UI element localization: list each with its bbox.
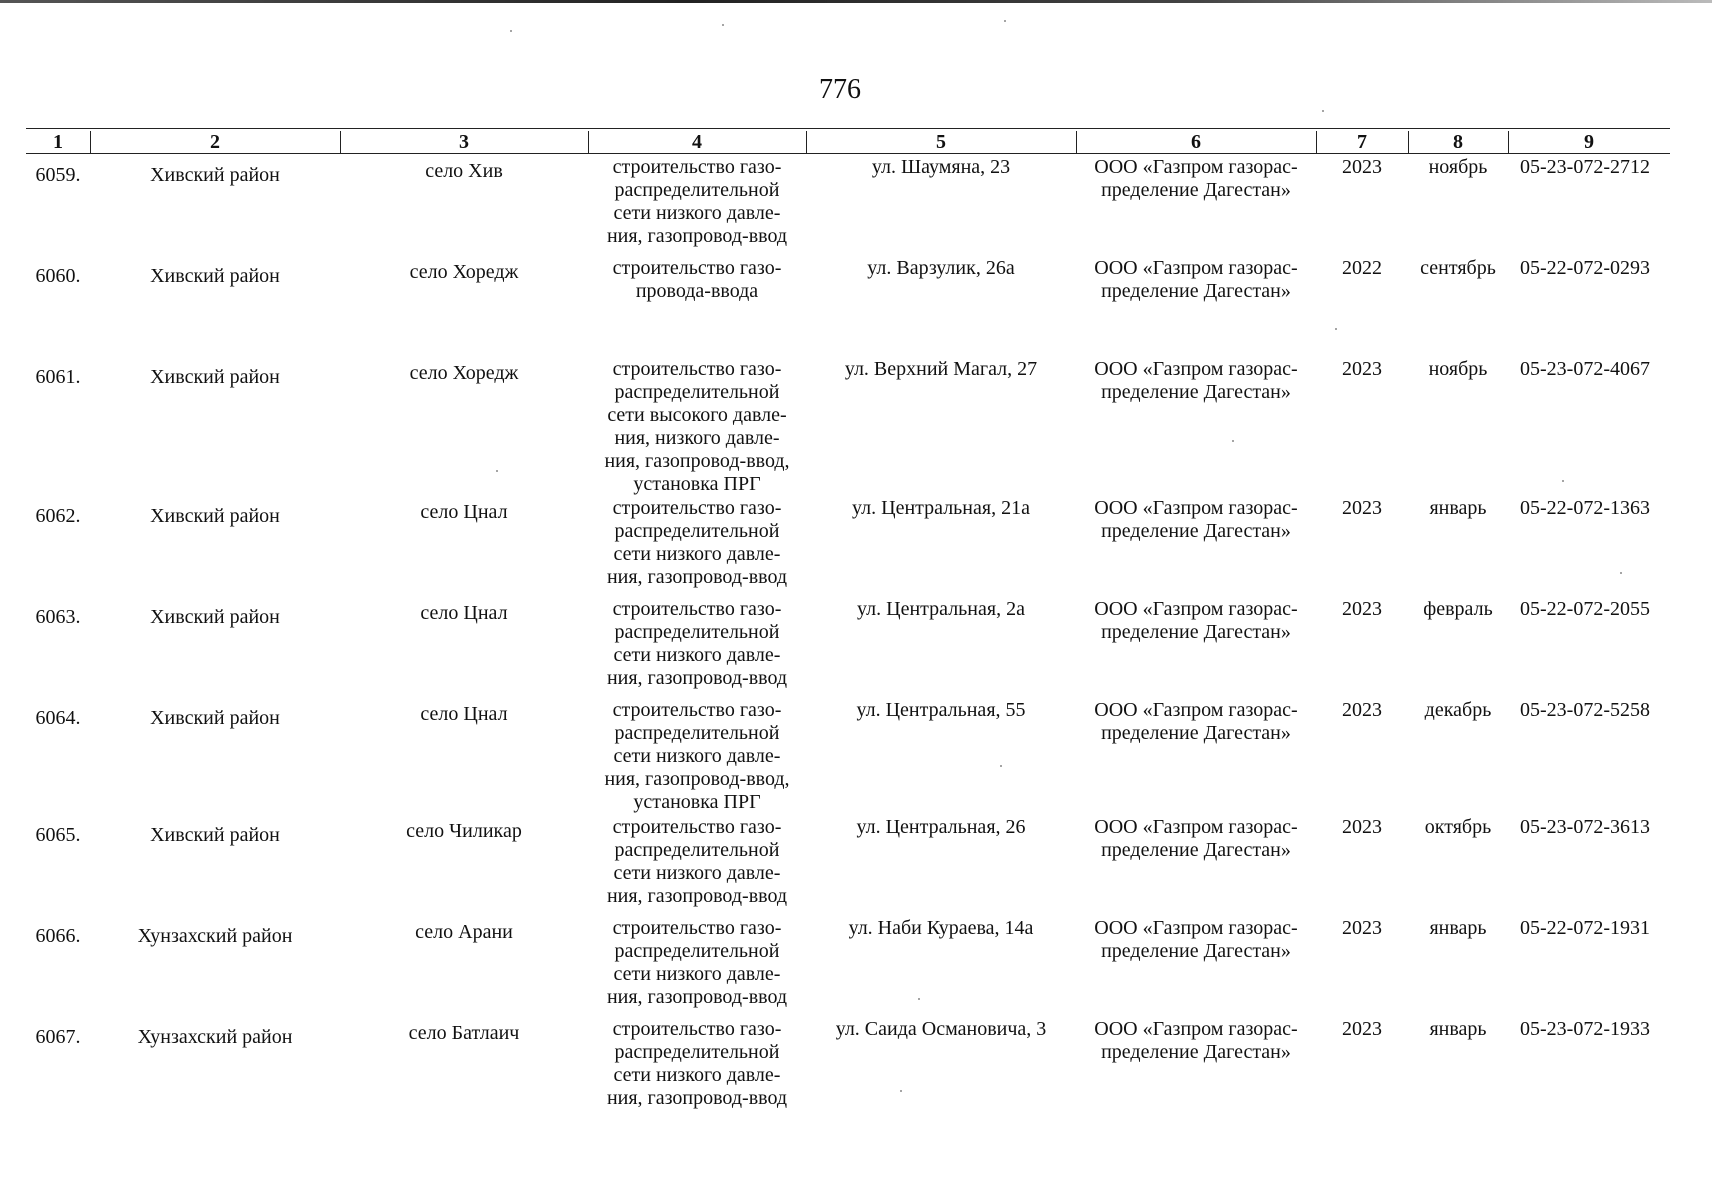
code-cell: 05-23-072-4067 — [1520, 358, 1650, 380]
address-cell: ул. Наби Кураева, 14а — [848, 917, 1034, 939]
year-cell: 2023 — [1342, 917, 1382, 939]
row-number: 6061. — [35, 366, 81, 388]
year-cell: 2023 — [1342, 1018, 1382, 1040]
row-number: 6066. — [35, 925, 81, 947]
column-header-2: 2 — [210, 131, 220, 153]
work-description-cell: строительство газо- распределительной сети низкого давле- ния, газопровод-ввод, установка ПРГ — [604, 699, 790, 813]
work-description-cell: строительство газо- распределительной сети низкого давле- ния, газопровод-ввод — [606, 1018, 788, 1109]
scan-speck — [510, 30, 512, 32]
month-cell: январь — [1429, 917, 1487, 939]
work-description-cell: строительство газо- распределительной сети низкого давле- ния, газопровод-ввод — [606, 816, 788, 907]
column-header-7: 7 — [1357, 131, 1367, 153]
year-cell: 2023 — [1342, 358, 1382, 380]
organization-cell: ООО «Газпром газорас- пределение Дагестан» — [1094, 598, 1298, 643]
address-cell: ул. Центральная, 55 — [856, 699, 1026, 721]
code-cell: 05-23-072-2712 — [1520, 156, 1650, 178]
village-cell: село Цнал — [420, 501, 508, 523]
header-bottom-rule — [26, 153, 1670, 154]
month-cell: декабрь — [1424, 699, 1492, 721]
work-description-cell: строительство газо- распределительной сети низкого давле- ния, газопровод-ввод — [606, 598, 788, 689]
code-cell: 05-23-072-1933 — [1520, 1018, 1650, 1040]
address-cell: ул. Шаумяна, 23 — [871, 156, 1011, 178]
scan-speck — [1562, 480, 1564, 482]
village-cell: село Хив — [425, 160, 503, 182]
code-cell: 05-22-072-1931 — [1520, 917, 1650, 939]
code-cell: 05-23-072-3613 — [1520, 816, 1650, 838]
address-cell: ул. Центральная, 26 — [856, 816, 1026, 838]
address-cell: ул. Саида Османовича, 3 — [835, 1018, 1047, 1040]
district-cell: Хивский район — [150, 707, 280, 729]
column-header-5: 5 — [936, 131, 946, 153]
district-cell: Хивский район — [150, 366, 280, 388]
scan-speck — [496, 470, 498, 472]
header-top-rule — [26, 128, 1670, 129]
village-cell: село Чиликар — [406, 820, 522, 842]
village-cell: село Цнал — [420, 602, 508, 624]
row-number: 6065. — [35, 824, 81, 846]
scan-speck — [1232, 440, 1234, 442]
column-header-4: 4 — [692, 131, 702, 153]
address-cell: ул. Варзулик, 26а — [867, 257, 1015, 279]
district-cell: Хивский район — [150, 606, 280, 628]
village-cell: село Арани — [415, 921, 513, 943]
scan-speck — [1322, 110, 1324, 112]
month-cell: январь — [1429, 497, 1487, 519]
address-cell: ул. Центральная, 2а — [857, 598, 1025, 620]
village-cell: село Хоредж — [409, 362, 519, 384]
year-cell: 2022 — [1342, 257, 1382, 279]
village-cell: село Батлаич — [408, 1022, 520, 1044]
village-cell: село Хоредж — [409, 261, 519, 283]
scan-speck — [1004, 20, 1006, 22]
organization-cell: ООО «Газпром газорас- пределение Дагестан» — [1094, 917, 1298, 962]
code-cell: 05-22-072-1363 — [1520, 497, 1650, 519]
organization-cell: ООО «Газпром газорас- пределение Дагестан» — [1094, 156, 1298, 201]
code-cell: 05-23-072-5258 — [1520, 699, 1650, 721]
work-description-cell: строительство газо- провода-ввода — [612, 257, 782, 302]
organization-cell: ООО «Газпром газорас- пределение Дагестан» — [1094, 257, 1298, 302]
column-header-1: 1 — [53, 131, 63, 153]
district-cell: Хунзахский район — [137, 1026, 293, 1048]
district-cell: Хивский район — [150, 164, 280, 186]
month-cell: ноябрь — [1428, 358, 1488, 380]
year-cell: 2023 — [1342, 156, 1382, 178]
month-cell: ноябрь — [1428, 156, 1488, 178]
organization-cell: ООО «Газпром газорас- пределение Дагестан» — [1094, 358, 1298, 403]
scan-speck — [722, 24, 724, 26]
district-cell: Хивский район — [150, 505, 280, 527]
code-cell: 05-22-072-0293 — [1520, 257, 1650, 279]
year-cell: 2023 — [1342, 598, 1382, 620]
scan-speck — [1620, 572, 1622, 574]
work-description-cell: строительство газо- распределительной сети низкого давле- ния, газопровод-ввод — [606, 156, 788, 247]
row-number: 6064. — [35, 707, 81, 729]
row-number: 6067. — [35, 1026, 81, 1048]
district-cell: Хивский район — [150, 824, 280, 846]
district-cell: Хивский район — [150, 265, 280, 287]
year-cell: 2023 — [1342, 816, 1382, 838]
village-cell: село Цнал — [420, 703, 508, 725]
row-number: 6063. — [35, 606, 81, 628]
organization-cell: ООО «Газпром газорас- пределение Дагестан» — [1094, 1018, 1298, 1063]
scan-speck — [918, 998, 920, 1000]
work-description-cell: строительство газо- распределительной сети низкого давле- ния, газопровод-ввод — [606, 917, 788, 1008]
organization-cell: ООО «Газпром газорас- пределение Дагестан» — [1094, 699, 1298, 744]
scan-speck — [1335, 328, 1337, 330]
scan-speck — [900, 1090, 902, 1092]
row-number: 6062. — [35, 505, 81, 527]
work-description-cell: строительство газо- распределительной сети высокого давле- ния, низкого давле- ния, газопровод-ввод, установка ПРГ — [604, 358, 790, 495]
column-header-9: 9 — [1584, 131, 1594, 153]
column-header-8: 8 — [1453, 131, 1463, 153]
month-cell: октябрь — [1424, 816, 1492, 838]
code-cell: 05-22-072-2055 — [1520, 598, 1650, 620]
year-cell: 2023 — [1342, 699, 1382, 721]
column-header-6: 6 — [1191, 131, 1201, 153]
address-cell: ул. Верхний Магал, 27 — [844, 358, 1038, 380]
column-header-3: 3 — [459, 131, 469, 153]
page-top-edge — [0, 0, 1712, 3]
district-cell: Хунзахский район — [137, 925, 293, 947]
page-number: 776 — [819, 74, 861, 105]
row-number: 6059. — [35, 164, 81, 186]
month-cell: февраль — [1423, 598, 1493, 620]
scan-speck — [1000, 765, 1002, 767]
year-cell: 2023 — [1342, 497, 1382, 519]
month-cell: январь — [1429, 1018, 1487, 1040]
address-cell: ул. Центральная, 21а — [852, 497, 1030, 519]
organization-cell: ООО «Газпром газорас- пределение Дагестан» — [1094, 497, 1298, 542]
row-number: 6060. — [35, 265, 81, 287]
month-cell: сентябрь — [1420, 257, 1496, 279]
organization-cell: ООО «Газпром газорас- пределение Дагестан» — [1094, 816, 1298, 861]
work-description-cell: строительство газо- распределительной сети низкого давле- ния, газопровод-ввод — [606, 497, 788, 588]
